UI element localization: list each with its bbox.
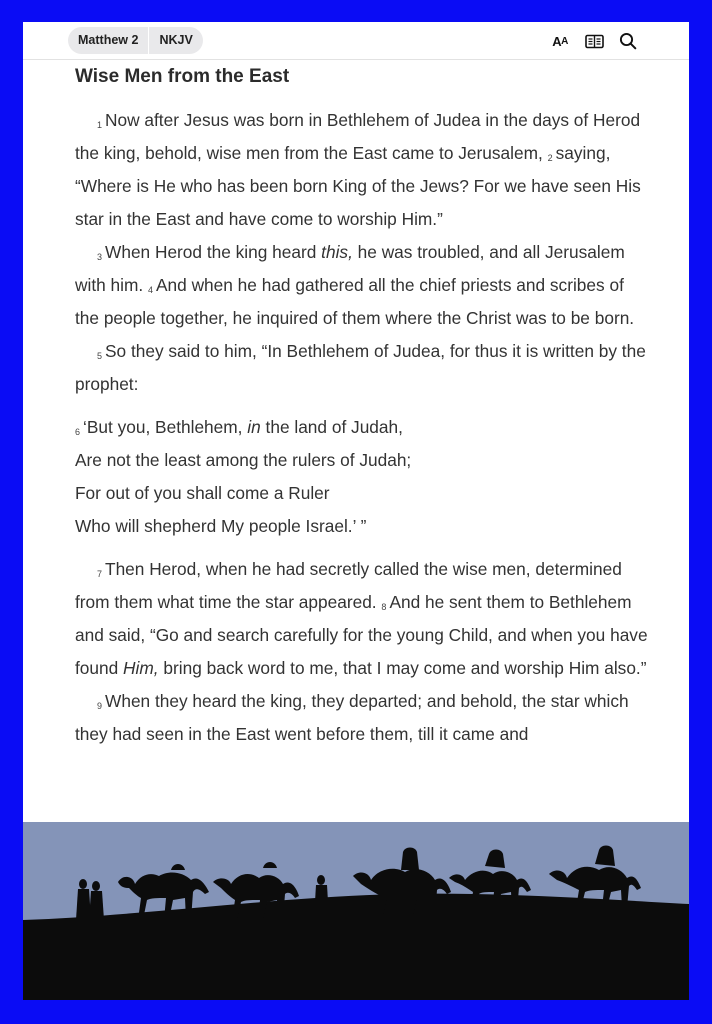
verse-3-italic: this,	[321, 242, 353, 262]
paragraph-5	[75, 685, 650, 751]
verse-number[interactable]: 1	[97, 120, 103, 130]
passage-selector	[68, 27, 203, 54]
verse-number[interactable]: 5	[97, 351, 103, 361]
paragraph-4	[75, 553, 650, 685]
paragraph-3	[75, 335, 650, 401]
verse-number[interactable]: 4	[148, 285, 154, 295]
scripture-text	[75, 64, 650, 751]
verse-7[interactable]: Then Herod, when he had secretly called the wise men, determined from them what time the star appeared.	[75, 559, 622, 612]
poem-line-4[interactable]: Who will shepherd My people Israel.’ ”	[75, 516, 367, 536]
bible-reader-screen	[23, 22, 689, 1000]
font-size-icon[interactable]	[549, 30, 571, 52]
poem-line-1-italic: in	[247, 417, 261, 437]
verse-8-text: And he sent them to Bethlehem and said, “Go and search carefully for the young Child, and when you have found	[75, 592, 648, 678]
poem-line-3[interactable]: For out of you shall come a Ruler	[75, 483, 330, 503]
poem-line-2[interactable]: Are not the least among the rulers of Judah;	[75, 450, 412, 470]
version-button[interactable]: NKJV	[159, 33, 193, 47]
poetry-block	[75, 411, 650, 543]
verse-4[interactable]: And when he had gathered all the chief priests and scribes of the people together, he inquired of them where the Christ was to be born.	[75, 275, 635, 328]
verse-3-text-end: he was troubled, and all Jerusalem with him.	[75, 242, 625, 295]
font-size-small-a: A	[561, 35, 568, 47]
verse-number[interactable]: 6	[75, 427, 81, 437]
verse-3-text: When Herod the king heard	[105, 242, 322, 262]
verse-number[interactable]: 3	[97, 252, 103, 262]
verse-2[interactable]: saying, “Where is He who has been born King of the Jews? For we have seen His star in the East and have come to worship Him.”	[75, 143, 641, 229]
verse-5[interactable]: So they said to him, “In Bethlehem of Judea, for thus it is written by the prophet:	[75, 341, 646, 394]
verse-number[interactable]: 2	[547, 153, 553, 163]
wise-men-illustration	[23, 822, 689, 1000]
verse-8-italic: Him,	[123, 658, 159, 678]
poem-line-1-text-end: the land of Judah,	[260, 417, 403, 437]
book-chapter-button[interactable]: Matthew 2	[78, 33, 139, 47]
verse-9[interactable]: When they heard the king, they departed; and behold, the star which they had seen in the East went before them, till it came and	[75, 691, 629, 744]
poem-line-1-text: ‘But you, Bethlehem,	[83, 417, 248, 437]
paragraph-2	[75, 236, 650, 335]
font-size-big-a: A	[552, 33, 562, 49]
camel-caravan-silhouette	[23, 822, 689, 1000]
verse-number[interactable]: 8	[381, 602, 387, 612]
search-icon[interactable]	[617, 30, 639, 52]
verse-number[interactable]: 9	[97, 701, 103, 711]
poem-line-1[interactable]	[75, 411, 650, 444]
verse-number[interactable]: 7	[97, 569, 103, 579]
paragraph-1	[75, 104, 650, 236]
verse-8-text-end: bring back word to me, that I may come and worship Him also.”	[158, 658, 647, 678]
top-bar	[23, 22, 689, 60]
verse-1[interactable]: Now after Jesus was born in Bethlehem of Judea in the days of Herod the king, behold, wise men from the East came to Jerusalem,	[75, 110, 641, 163]
toolbar-icons	[537, 30, 639, 52]
reading-mode-icon[interactable]	[583, 30, 605, 52]
section-heading: Wise Men from the East	[75, 66, 290, 87]
